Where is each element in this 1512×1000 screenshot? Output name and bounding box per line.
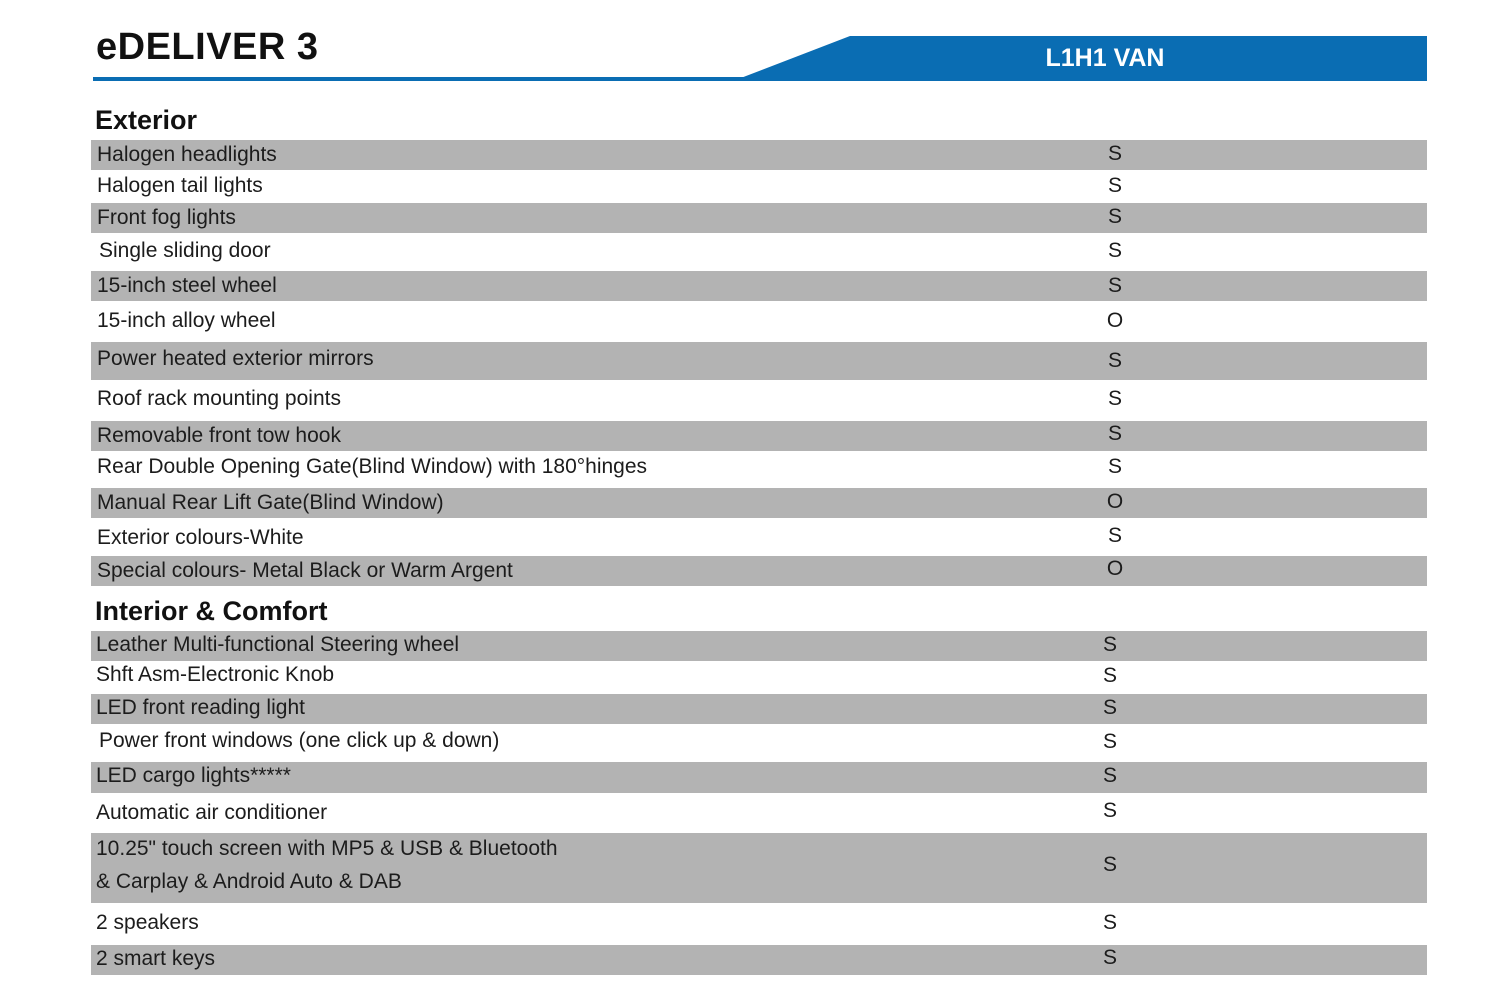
section-title-exterior: Exterior — [95, 105, 198, 135]
model-column-header: L1H1 VAN — [1045, 44, 1165, 72]
availability-value: S — [1107, 174, 1122, 197]
feature-label: LED cargo lights***** — [96, 764, 291, 787]
availability-value: S — [1107, 142, 1122, 165]
availability-value: O — [1106, 490, 1124, 513]
table-row — [91, 833, 1427, 903]
feature-label: 15-inch steel wheel — [97, 274, 277, 297]
feature-label: Special colours- Metal Black or Warm Argent — [97, 559, 513, 582]
table-row — [91, 793, 1427, 833]
feature-label-continued: & Carplay & Android Auto & DAB — [96, 870, 402, 893]
table-row — [91, 271, 1427, 301]
availability-value: S — [1102, 664, 1117, 687]
feature-label: 2 speakers — [96, 911, 199, 934]
table-row — [91, 233, 1427, 271]
table-row — [91, 380, 1427, 421]
feature-label: Shft Asm-Electronic Knob — [96, 663, 335, 686]
feature-label: Front fog lights — [97, 206, 236, 229]
feature-label: LED front reading light — [96, 696, 305, 719]
table-row — [91, 301, 1427, 342]
availability-value: S — [1107, 422, 1122, 445]
table-row — [91, 488, 1427, 518]
feature-label: Manual Rear Lift Gate(Blind Window) — [97, 491, 444, 514]
feature-label: Power front windows (one click up & down) — [99, 729, 500, 752]
page-title: eDELIVER 3 — [96, 26, 319, 68]
table-row — [91, 945, 1427, 975]
availability-value: S — [1102, 764, 1117, 787]
table-row — [91, 421, 1427, 451]
table-row — [91, 140, 1427, 170]
section-title-interior-comfort: Interior & Comfort — [95, 596, 328, 626]
availability-value: S — [1107, 205, 1122, 228]
availability-value: S — [1107, 387, 1122, 410]
availability-value: S — [1107, 524, 1122, 547]
availability-value: S — [1102, 853, 1117, 876]
table-row — [91, 694, 1427, 724]
availability-value: S — [1102, 911, 1117, 934]
table-row — [91, 762, 1427, 793]
table-row — [91, 203, 1427, 233]
availability-value: O — [1106, 557, 1124, 580]
availability-value: S — [1102, 730, 1117, 753]
availability-value: S — [1107, 349, 1122, 372]
table-row — [91, 661, 1427, 694]
feature-label: Leather Multi-functional Steering wheel — [96, 633, 460, 656]
feature-label: Single sliding door — [99, 239, 271, 262]
feature-label: Halogen headlights — [97, 143, 277, 166]
feature-label: 10.25" touch screen with MP5 & USB & Bluetooth — [96, 837, 558, 860]
feature-label: Removable front tow hook — [97, 424, 341, 447]
feature-label: Exterior colours-White — [97, 526, 304, 549]
availability-value: S — [1102, 799, 1117, 822]
table-row — [91, 451, 1427, 488]
availability-value: S — [1102, 633, 1117, 656]
table-row — [91, 631, 1427, 661]
table-row — [91, 903, 1427, 945]
availability-value: S — [1102, 946, 1117, 969]
table-row — [91, 170, 1427, 203]
feature-label: 15-inch alloy wheel — [97, 309, 276, 332]
availability-value: O — [1106, 309, 1124, 332]
title-underline — [93, 77, 753, 81]
feature-label: Rear Double Opening Gate(Blind Window) with 180°hinges — [97, 455, 648, 478]
table-row — [91, 724, 1427, 762]
feature-label: 2 smart keys — [96, 947, 216, 970]
feature-label: Roof rack mounting points — [97, 387, 341, 410]
availability-value: S — [1102, 696, 1117, 719]
table-row — [91, 556, 1427, 586]
feature-label: Power heated exterior mirrors — [97, 347, 374, 370]
table-row — [91, 518, 1427, 556]
availability-value: S — [1107, 274, 1122, 297]
feature-label: Automatic air conditioner — [96, 801, 328, 824]
availability-value: S — [1107, 455, 1122, 478]
availability-value: S — [1107, 239, 1122, 262]
table-row — [91, 342, 1427, 380]
feature-label: Halogen tail lights — [97, 174, 263, 197]
